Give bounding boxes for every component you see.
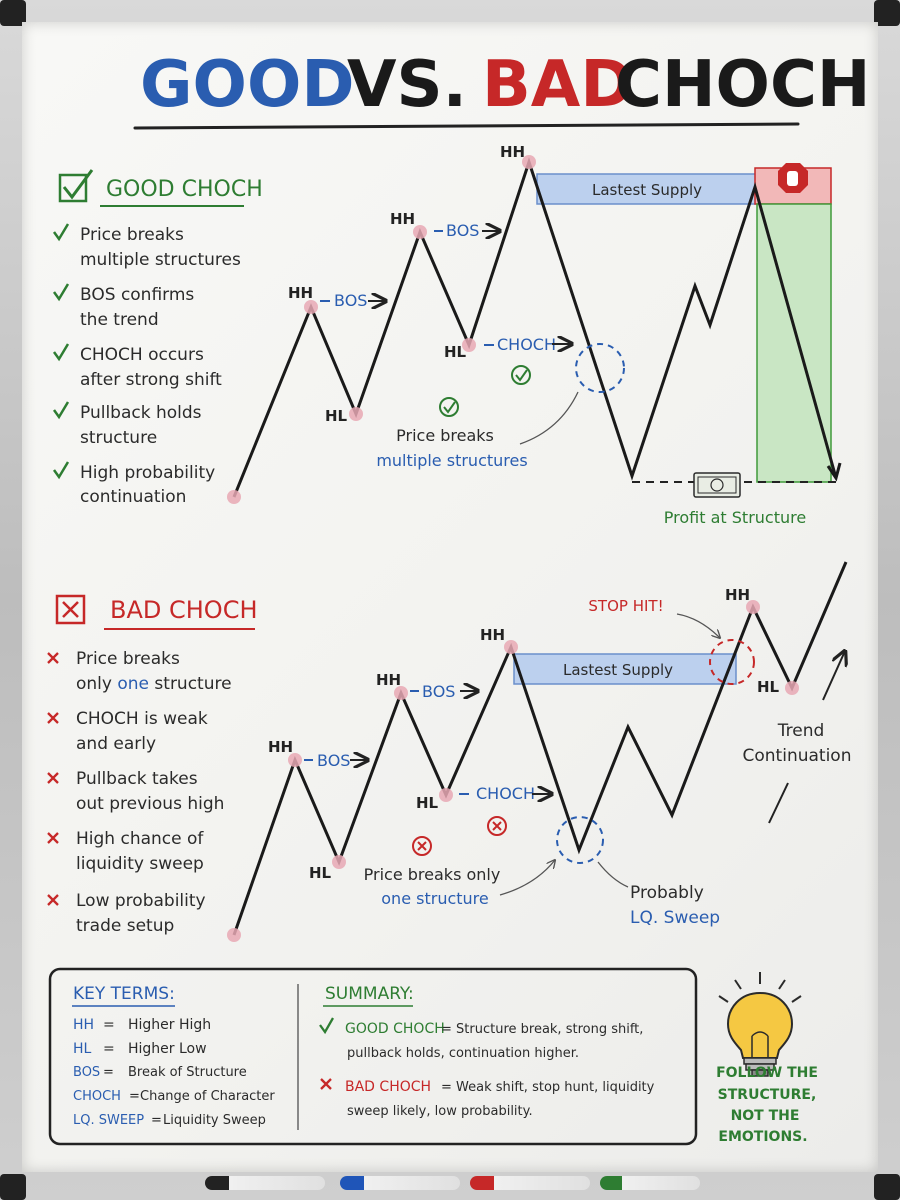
- bos-label: BOS: [446, 221, 480, 240]
- list-item-line: Price breaks: [80, 225, 184, 245]
- x-icon: [63, 602, 78, 617]
- check-circle-icon: [512, 366, 530, 384]
- term-equals: =: [103, 1041, 115, 1057]
- list-item-line: CHOCH occurs: [80, 345, 204, 365]
- trend-arrow: [823, 651, 845, 700]
- swing-point: [785, 681, 799, 695]
- bad-chart: [227, 562, 851, 942]
- list-item: [48, 829, 204, 874]
- summary-heading: SUMMARY:: [325, 984, 414, 1004]
- title-vs: VS.: [347, 48, 467, 122]
- check-icon: [54, 284, 68, 299]
- hh-label: HH: [725, 586, 751, 604]
- green-marker[interactable]: [600, 1176, 700, 1190]
- x-circle-icon: [488, 817, 506, 835]
- swing-point: [227, 928, 241, 942]
- list-item: [48, 769, 224, 814]
- term-equals: =: [151, 1113, 162, 1128]
- break-circle: [576, 344, 624, 392]
- lightbulb-icon: [719, 972, 801, 1076]
- title-choch: CHOCH: [615, 48, 871, 122]
- supply-label: Lastest Supply: [562, 661, 674, 679]
- list-item-line: only one structure: [76, 674, 232, 694]
- term-definition: Change of Character: [140, 1089, 275, 1104]
- x-icon: [48, 833, 58, 843]
- key-terms-heading: KEY TERMS:: [73, 984, 175, 1004]
- list-item: [54, 402, 202, 448]
- term: HL: [73, 1041, 92, 1057]
- term: BOS: [73, 1065, 101, 1080]
- supply-label: Lastest Supply: [591, 181, 703, 199]
- good-chart: [227, 143, 840, 527]
- note-line: Price breaks: [396, 426, 494, 445]
- x-icon: [48, 653, 58, 663]
- trend-note: Continuation: [742, 746, 852, 766]
- hh-label: HH: [500, 143, 526, 161]
- key-term-row: [73, 1089, 275, 1104]
- hl-label: HL: [757, 678, 780, 696]
- stop-hit-label: STOP HIT!: [588, 597, 664, 615]
- choch-label: CHOCH: [476, 784, 535, 803]
- legend-box: [50, 969, 696, 1144]
- pointer-line: [598, 862, 628, 887]
- list-item-line: Pullback holds: [80, 403, 202, 423]
- trend-stroke: [769, 783, 788, 823]
- list-item-line: out previous high: [76, 794, 225, 814]
- tip-line: NOT THE: [730, 1108, 800, 1124]
- price-path: [234, 162, 836, 497]
- note-line: Price breaks only: [363, 865, 501, 884]
- list-item-line: multiple structures: [80, 250, 241, 270]
- x-icon: [48, 773, 58, 783]
- bos-label: BOS: [422, 682, 456, 701]
- list-item-line: Low probability: [76, 891, 206, 911]
- hh-label: HH: [376, 671, 402, 689]
- check-icon: [54, 402, 68, 417]
- title-bad: BAD: [482, 48, 634, 122]
- title-underline: [135, 124, 798, 128]
- tip-line: FOLLOW THE: [716, 1065, 818, 1081]
- term-equals: =: [103, 1065, 114, 1080]
- term-equals: =: [129, 1089, 140, 1104]
- swing-point: [332, 855, 346, 869]
- x-icon: [48, 895, 58, 905]
- hh-label: HH: [390, 210, 416, 228]
- term: CHOCH: [73, 1089, 121, 1104]
- bos-label: BOS: [334, 291, 368, 310]
- good-checklist: [54, 170, 263, 507]
- money-icon: [694, 473, 740, 497]
- check-icon: [54, 344, 68, 359]
- term-equals: =: [103, 1017, 115, 1033]
- term-definition: Liquidity Sweep: [163, 1113, 266, 1128]
- hl-label: HL: [416, 794, 439, 812]
- list-item-line: Price breaks: [76, 649, 180, 669]
- list-item-line: CHOCH is weak: [76, 709, 208, 729]
- tip-line: EMOTIONS.: [718, 1129, 808, 1145]
- hh-label: HH: [480, 626, 506, 644]
- swing-point: [349, 407, 363, 421]
- summary-bad-label: BAD CHOCH: [345, 1079, 432, 1095]
- bad-checklist: [48, 596, 258, 936]
- hl-label: HL: [444, 343, 467, 361]
- swing-point: [227, 490, 241, 504]
- list-item: [54, 462, 215, 507]
- list-item-line: trade setup: [76, 916, 175, 936]
- good-heading: GOOD CHOCH: [106, 177, 263, 202]
- list-item-line: BOS confirms: [80, 285, 195, 305]
- swing-point: [439, 788, 453, 802]
- term: LQ. SWEEP: [73, 1113, 145, 1128]
- summary-bad-text: sweep likely, low probability.: [347, 1104, 533, 1119]
- stop-hand-icon: [778, 163, 808, 193]
- list-item: [48, 891, 206, 936]
- sweep-note: LQ. Sweep: [630, 908, 721, 928]
- hh-label: HH: [288, 284, 314, 302]
- term-definition: Higher Low: [128, 1041, 207, 1057]
- x-icon: [48, 713, 58, 723]
- list-item: [48, 709, 208, 754]
- summary-good-text: pullback holds, continuation higher.: [347, 1046, 579, 1061]
- term-definition: Break of Structure: [128, 1065, 247, 1080]
- trend-note: Trend: [777, 721, 825, 741]
- list-item-line: and early: [76, 734, 157, 754]
- check-icon: [54, 462, 68, 477]
- x-circle-icon: [413, 837, 431, 855]
- list-item-line: after strong shift: [80, 370, 222, 390]
- swing-point: [504, 640, 518, 654]
- hl-label: HL: [325, 407, 348, 425]
- check-icon: [54, 224, 68, 239]
- hl-label: HL: [309, 864, 332, 882]
- note-line: one structure: [381, 889, 489, 908]
- key-term-row: [73, 1041, 207, 1057]
- profit-label: Profit at Structure: [663, 508, 807, 527]
- swing-point: [304, 300, 318, 314]
- tip: [716, 972, 818, 1145]
- check-circle-icon: [440, 398, 458, 416]
- list-item: [54, 284, 194, 330]
- summary-good-text: = Structure break, strong shift,: [441, 1022, 644, 1037]
- x-icon: [321, 1079, 331, 1089]
- hh-label: HH: [268, 738, 294, 756]
- list-item-line: High chance of: [76, 829, 204, 849]
- list-item-line: the trend: [80, 310, 159, 330]
- list-item-line: liquidity sweep: [76, 854, 204, 874]
- list-item: [54, 224, 241, 270]
- sweep-note: Probably: [630, 883, 704, 903]
- key-term-row: [73, 1017, 211, 1033]
- list-item: [54, 344, 222, 390]
- list-item-line: Pullback takes: [76, 769, 198, 789]
- title-good: GOOD: [140, 48, 355, 122]
- blue-marker[interactable]: [340, 1176, 460, 1190]
- choch-label: CHOCH: [497, 335, 556, 354]
- pointer-line: [500, 860, 555, 895]
- summary-bad-text: = Weak shift, stop hunt, liquidity: [441, 1080, 655, 1095]
- bos-label: BOS: [317, 751, 351, 770]
- list-item: [48, 649, 232, 694]
- key-term-row: [73, 1113, 266, 1128]
- profit-zone: [757, 204, 831, 482]
- check-icon: [320, 1018, 333, 1032]
- summary-good-label: GOOD CHOCH: [345, 1021, 445, 1037]
- bad-heading: BAD CHOCH: [110, 596, 258, 624]
- note-line: multiple structures: [376, 451, 528, 470]
- term: HH: [73, 1017, 95, 1033]
- pointer-line: [677, 614, 720, 638]
- pointer-line: [520, 392, 578, 444]
- term-definition: Higher High: [128, 1017, 212, 1033]
- red-marker[interactable]: [470, 1176, 590, 1190]
- list-item-line: continuation: [80, 487, 187, 507]
- key-term-row: [73, 1065, 247, 1080]
- tip-line: STRUCTURE,: [717, 1087, 817, 1103]
- list-item-line: structure: [80, 428, 158, 448]
- page-title: [135, 48, 870, 128]
- black-marker[interactable]: [205, 1176, 325, 1190]
- list-item-line: High probability: [80, 463, 216, 483]
- sweep-circle: [557, 817, 603, 863]
